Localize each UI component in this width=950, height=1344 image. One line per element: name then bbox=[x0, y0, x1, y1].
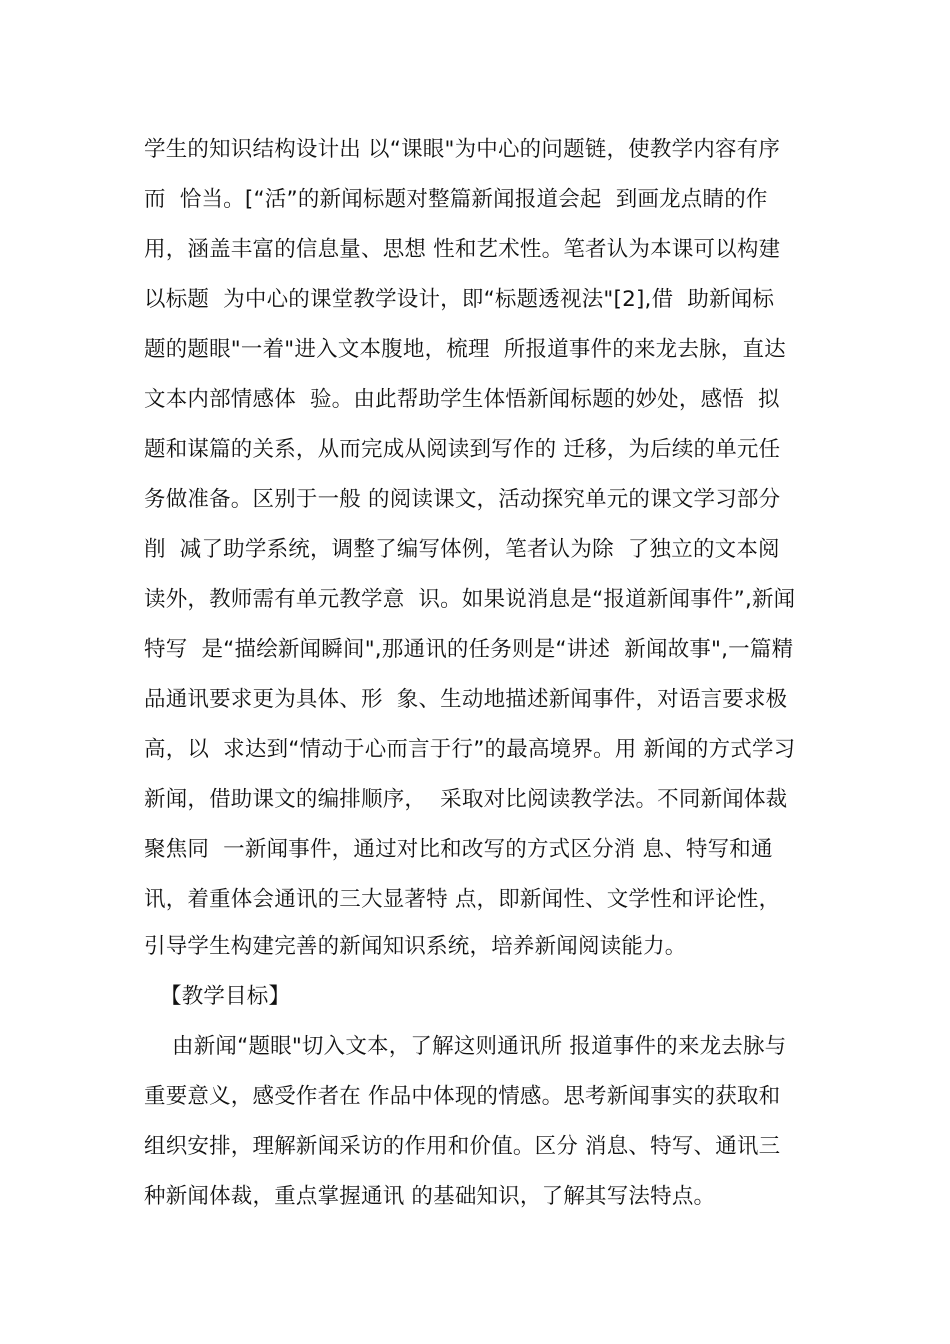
body-text-line: 特写 是“描绘新闻瞬间",那通讯的任务则是“讲述 新闻故事",一篇精 bbox=[144, 637, 794, 662]
body-text-line: 引导学生构建完善的新闻知识系统，培养新闻阅读能力。 bbox=[144, 934, 687, 959]
body-text-line: 削 减了助学系统，调整了编写体例，笔者认为除 了独立的文本阅 bbox=[144, 537, 780, 562]
body-text-line: 务做准备。区别于一般 的阅读课文，活动探究单元的课文学习部分 bbox=[144, 487, 781, 512]
body-text-line: 种新闻体裁，重点掌握通讯 的基础知识，了解其写法特点。 bbox=[144, 1184, 716, 1209]
body-text-line: 组织安排，理解新闻采访的作用和价值。区分 消息、特写、通讯三 bbox=[144, 1134, 781, 1159]
body-text-line: 高，以 求达到“情动于心而言于行”的最高境界。用 新闻的方式学习 bbox=[144, 737, 796, 762]
body-text-line: 题和谋篇的关系，从而完成从阅读到写作的 迁移，为后续的单元任 bbox=[144, 437, 781, 462]
body-text-line: 而 恰当。[“活”的新闻标题对整篇新闻报道会起 到画龙点睛的作 bbox=[144, 187, 768, 212]
body-text-line: 以标题 为中心的课堂教学设计，即“标题透视法"[2],借 助新闻标 bbox=[144, 287, 775, 312]
body-text-line: 品通讯要求更为具体、形 象、生动地描述新闻事件，对语言要求极 bbox=[144, 687, 788, 712]
body-text-line: 学生的知识结构设计出 以“课眼"为中心的问题链，使教学内容有序 bbox=[144, 137, 781, 162]
body-text-line: 聚焦同 一新闻事件，通过对比和改写的方式区分消 息、特写和通 bbox=[144, 837, 773, 862]
body-text-line: 由新闻“题眼"切入文本，了解这则通讯所 报道事件的来龙去脉与 bbox=[172, 1034, 787, 1059]
body-text-line: 新闻，借助课文的编排顺序， 采取对比阅读教学法。不同新闻体裁 bbox=[144, 787, 788, 812]
body-text-line: 读外，教师需有单元教学意 识。如果说消息是“报道新闻事件”,新闻 bbox=[144, 587, 796, 612]
body-text-line: 题的题眼"一着"进入文本腹地，梳理 所报道事件的来龙去脉，直达 bbox=[144, 337, 786, 362]
body-text-line: 文本内部情感体 验。由此帮助学生体悟新闻标题的妙处，感悟 拟 bbox=[144, 387, 780, 412]
body-text-line: 重要意义，感受作者在 作品中体现的情感。思考新闻事实的获取和 bbox=[144, 1084, 781, 1109]
section-heading: 【教学目标】 bbox=[160, 984, 291, 1009]
body-text-line: 用，涵盖丰富的信息量、思想 性和艺术性。笔者认为本课可以构建 bbox=[144, 237, 781, 262]
body-text-line: 讯，着重体会通讯的三大显著特 点，即新闻性、文学性和评论性， bbox=[144, 887, 781, 912]
